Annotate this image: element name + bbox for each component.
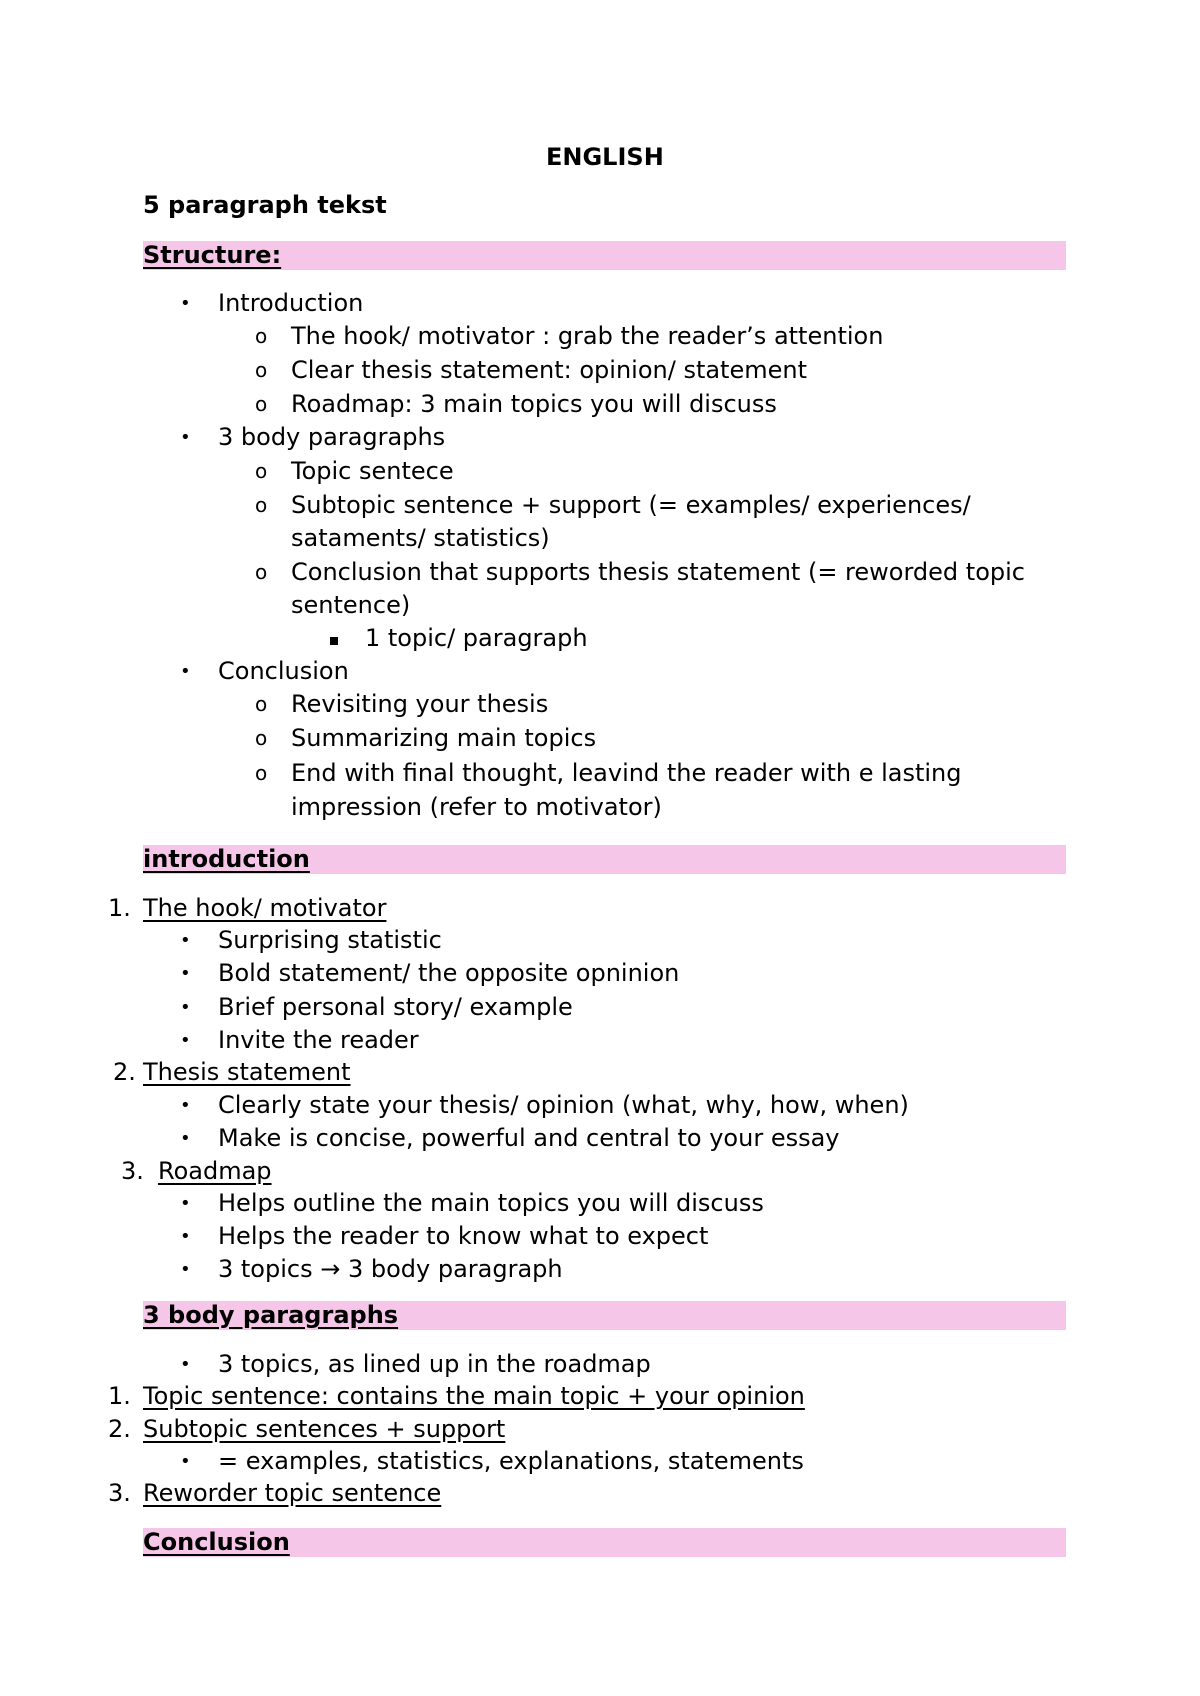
bullet-icon: • bbox=[180, 930, 191, 951]
sub-bullet-icon: o bbox=[255, 324, 268, 348]
thesis-item: Clearly state your thesis/ opinion (what, why, how, when) bbox=[218, 1091, 909, 1119]
structure-body-item: Topic sentece bbox=[291, 457, 454, 485]
structure-heading-highlight bbox=[143, 241, 1066, 270]
document-title: ENGLISH bbox=[546, 143, 664, 171]
bullet-icon: • bbox=[180, 427, 191, 448]
structure-intro-item: The hook/ motivator : grab the reader’s attention bbox=[291, 322, 884, 350]
sub-bullet-icon: o bbox=[255, 459, 268, 483]
hook-item: Invite the reader bbox=[218, 1026, 419, 1054]
body-item: Reworder topic sentence bbox=[143, 1479, 442, 1507]
structure-intro-item: Roadmap: 3 main topics you will discuss bbox=[291, 390, 777, 418]
roadmap-item: Helps the reader to know what to expect bbox=[218, 1222, 709, 1250]
structure-body-label: 3 body paragraphs bbox=[218, 423, 446, 451]
structure-conclusion-item: Summarizing main topics bbox=[291, 724, 597, 752]
sub-bullet-icon: o bbox=[255, 726, 268, 750]
thesis-label: Thesis statement bbox=[143, 1058, 351, 1086]
sub-bullet-icon: o bbox=[255, 493, 268, 517]
structure-conclusion-label: Conclusion bbox=[218, 657, 349, 685]
bullet-icon: • bbox=[180, 293, 191, 314]
hook-item: Surprising statistic bbox=[218, 926, 442, 954]
bullet-icon: • bbox=[180, 1095, 191, 1116]
body-heading: 3 body paragraphs bbox=[143, 1301, 399, 1329]
list-number: 1. bbox=[108, 894, 131, 922]
structure-body-item-continued: sentence) bbox=[291, 591, 411, 619]
hook-item: Brief personal story/ example bbox=[218, 993, 573, 1021]
bullet-icon: • bbox=[180, 1451, 191, 1472]
thesis-item: Make is concise, powerful and central to your essay bbox=[218, 1124, 840, 1152]
structure-intro-item: Clear thesis statement: opinion/ statement bbox=[291, 356, 807, 384]
list-number: 2. bbox=[108, 1415, 131, 1443]
sub-bullet-icon: o bbox=[255, 358, 268, 382]
bullet-icon: • bbox=[180, 1259, 191, 1280]
square-bullet-icon bbox=[330, 637, 338, 645]
structure-body-subitem: 1 topic/ paragraph bbox=[365, 624, 588, 652]
bullet-icon: • bbox=[180, 963, 191, 984]
list-number: 3. bbox=[108, 1479, 131, 1507]
sub-bullet-icon: o bbox=[255, 392, 268, 416]
bullet-icon: • bbox=[180, 997, 191, 1018]
hook-item: Bold statement/ the opposite opninion bbox=[218, 959, 680, 987]
bullet-icon: • bbox=[180, 1030, 191, 1051]
body-item: Subtopic sentences + support bbox=[143, 1415, 506, 1443]
document-subtitle: 5 paragraph tekst bbox=[143, 191, 387, 219]
bullet-icon: • bbox=[180, 1354, 191, 1375]
roadmap-label: Roadmap bbox=[158, 1157, 272, 1185]
structure-conclusion-item-continued: impression (refer to motivator) bbox=[291, 793, 662, 821]
bullet-icon: • bbox=[180, 661, 191, 682]
roadmap-item: 3 topics → 3 body paragraph bbox=[218, 1255, 563, 1283]
list-number: 1. bbox=[108, 1382, 131, 1410]
sub-bullet-icon: o bbox=[255, 692, 268, 716]
structure-conclusion-item: End with final thought, leavind the reader with e lasting bbox=[291, 759, 962, 787]
body-item: Topic sentence: contains the main topic + your opinion bbox=[143, 1382, 805, 1410]
hook-label: The hook/ motivator bbox=[143, 894, 387, 922]
body-support-bullet: = examples, statistics, explanations, statements bbox=[218, 1447, 804, 1475]
roadmap-item: Helps outline the main topics you will discuss bbox=[218, 1189, 764, 1217]
sub-bullet-icon: o bbox=[255, 761, 268, 785]
introduction-heading: introduction bbox=[143, 845, 310, 873]
sub-bullet-icon: o bbox=[255, 560, 268, 584]
bullet-icon: • bbox=[180, 1226, 191, 1247]
body-intro-bullet: 3 topics, as lined up in the roadmap bbox=[218, 1350, 651, 1378]
structure-conclusion-item: Revisiting your thesis bbox=[291, 690, 549, 718]
structure-heading: Structure: bbox=[143, 241, 282, 269]
bullet-icon: • bbox=[180, 1193, 191, 1214]
list-number: 3. bbox=[121, 1157, 144, 1185]
bullet-icon: • bbox=[180, 1128, 191, 1149]
structure-body-item: Subtopic sentence + support (= examples/ experiences/ bbox=[291, 491, 971, 519]
list-number: 2. bbox=[113, 1058, 136, 1086]
structure-body-item: Conclusion that supports thesis statement (= reworded topic bbox=[291, 558, 1025, 586]
conclusion-heading: Conclusion bbox=[143, 1528, 290, 1556]
structure-introduction-label: Introduction bbox=[218, 289, 364, 317]
structure-body-item-continued: sataments/ statistics) bbox=[291, 524, 550, 552]
